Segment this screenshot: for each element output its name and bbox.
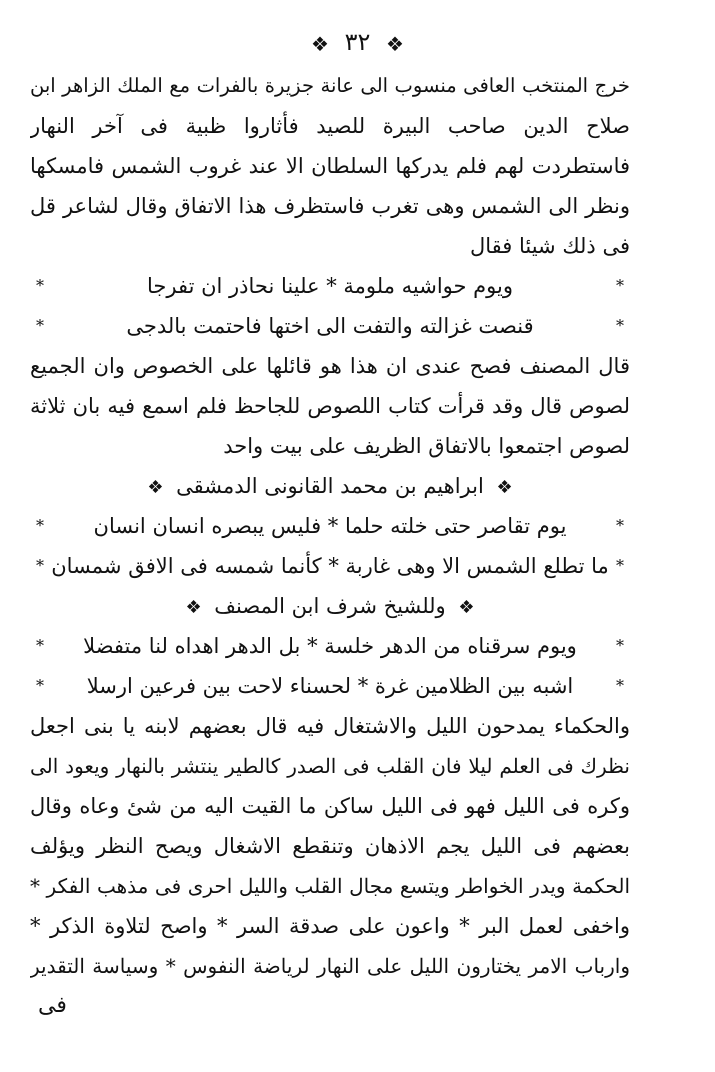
text-line: وارباب الامر يختارون الليل على النهار لرياضة النفوس * وسياسة التقدير bbox=[30, 954, 630, 978]
text-line: والحكماء يمدحون الليل والاشتغال فيه قال بعضهم لابنه يا بنى اجعل bbox=[30, 714, 630, 738]
verse-marker-icon: * bbox=[616, 556, 624, 575]
poet-heading bbox=[30, 466, 630, 506]
verse-text: ويوم حواشيه ملومة * علينا نحاذر ان تفرجا bbox=[146, 274, 513, 298]
verse-marker-icon: * bbox=[36, 516, 44, 535]
verse-marker-icon: * bbox=[616, 636, 624, 655]
ornament-icon: ❖ bbox=[147, 477, 164, 498]
poet-name: ابراهيم بن محمد القانونى الدمشقى bbox=[176, 474, 484, 498]
verse-marker-icon: * bbox=[36, 676, 44, 695]
page-body bbox=[30, 66, 630, 1026]
page-header bbox=[0, 22, 715, 64]
ornament-right-icon: ❖ bbox=[311, 31, 329, 56]
text-line: الحكمة ويدر الخواطر ويتسع مجال القلب والليل احرى فى مذهب الفكر * bbox=[30, 874, 630, 898]
text-line: لصوص اجتمعوا بالاتفاق الظريف على بيت واحد bbox=[223, 434, 630, 458]
text-line: فاستطردت لهم فلم يدركها السلطان الا عند غروب الشمس فامسكها bbox=[30, 154, 630, 178]
verse-marker-icon: * bbox=[616, 516, 624, 535]
verse-marker-icon: * bbox=[36, 316, 44, 335]
verse-line bbox=[30, 546, 630, 586]
verse-text: ما تطلع الشمس الا وهى غاربة * كأنما شمسه فى الافق شمسان bbox=[51, 554, 609, 578]
ornament-icon: ❖ bbox=[185, 597, 202, 618]
verse-text: قنصت غزالته والتفت الى اختها فاحتمت بالدجى bbox=[126, 314, 534, 338]
text-line: ونظر الى الشمس وهى تغرب فاستظرف هذا الاتفاق وقال لشاعر قل bbox=[30, 194, 630, 218]
text-line: وكره فى الليل فهو فى الليل ساكن ما القيت اليه من شئ وعاه وقال bbox=[30, 794, 630, 818]
verse-marker-icon: * bbox=[36, 276, 44, 295]
poet-heading bbox=[30, 586, 630, 626]
verse-text: يوم تقاصر حتى خلته حلما * فليس يبصره انسان انسان bbox=[93, 514, 567, 538]
verse-marker-icon: * bbox=[616, 276, 624, 295]
text-line: خرج المنتخب العافى منسوب الى عانة جزيرة بالفرات مع الملك الزاهر ابن bbox=[30, 74, 630, 97]
text-line: قال المصنف فصح عندى ان هذا هو قائلها على الخصوص وان الجميع bbox=[30, 354, 630, 378]
verse-line bbox=[30, 666, 630, 706]
text-line: نظرك فى العلم ليلا فان القلب فى الصدر كالطير ينتشر بالنهار ويعود الى bbox=[30, 754, 630, 778]
text-line: بعضهم فى الليل يجم الاذهان وتنقطع الاشغال ويصح النظر ويؤلف bbox=[30, 834, 630, 858]
verse-marker-icon: * bbox=[616, 676, 624, 695]
text-line: لصوص قال وقد قرأت كتاب اللصوص للجاحظ فلم اسمع فيه بان ثلاثة bbox=[30, 394, 630, 418]
verse-text: اشبه بين الظلامين غرة * لحسناء لاحت بين فرعين ارسلا bbox=[86, 674, 574, 698]
text-line: صلاح الدين صاحب البيرة للصيد فأثاروا ظبية فى آخر النهار bbox=[30, 114, 630, 138]
verse-marker-icon: * bbox=[36, 636, 44, 655]
text-line: فى ذلك شيئا فقال bbox=[469, 234, 630, 258]
ornament-icon: ❖ bbox=[496, 477, 513, 498]
verse-marker-icon: * bbox=[616, 316, 624, 335]
verse-line bbox=[30, 306, 630, 346]
poet-name: وللشيخ شرف ابن المصنف bbox=[214, 594, 446, 618]
ornament-left-icon: ❖ bbox=[386, 31, 404, 56]
verse-line bbox=[30, 626, 630, 666]
page-number: ٣٢ bbox=[344, 28, 371, 56]
verse-marker-icon: * bbox=[36, 556, 44, 575]
ornament-icon: ❖ bbox=[458, 597, 475, 618]
verse-line bbox=[30, 266, 630, 306]
catchword: فى bbox=[38, 993, 67, 1018]
verse-line bbox=[30, 506, 630, 546]
text-line: واخفى لعمل البر * واعون على صدقة السر * واصح لتلاوة الذكر * bbox=[30, 914, 630, 938]
verse-text: ويوم سرقناه من الدهر خلسة * بل الدهر اهداه لنا متفضلا bbox=[83, 634, 577, 658]
